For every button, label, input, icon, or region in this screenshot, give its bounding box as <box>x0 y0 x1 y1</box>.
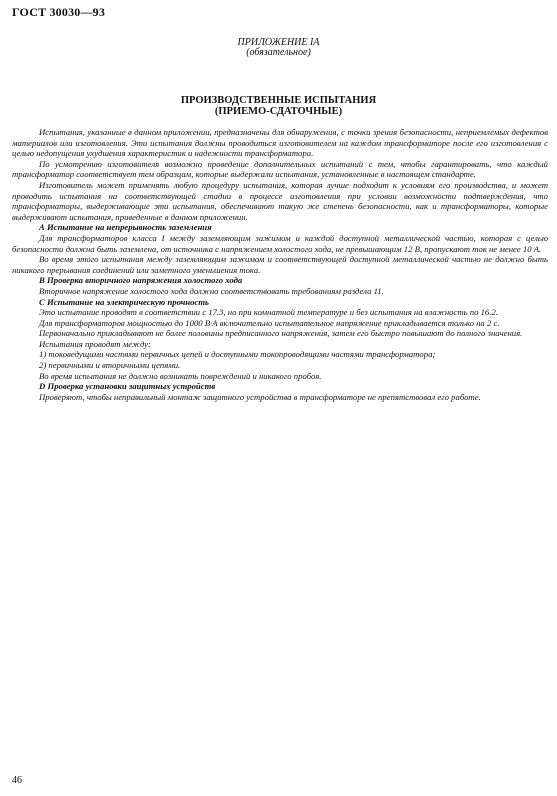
paragraph: Изготовитель может применять любую процедуру испытания, которая лучше подходит к условиям его производства, и может проводить испытания на соответствующей стадии в процессе изготовления при условии возможности подтверждения, что трансформаторы, выдерживающие эти испытания, обеспечивают такую же степень безопасности, как и трансформаторы, которые выдерживают испытания, приведенные в данном приложении. <box>12 179 548 222</box>
page-number: 46 <box>12 775 22 786</box>
paragraph: Проверяют, чтобы неправильный монтаж защитного устройства в трансформаторе не препятствовал его работе. <box>39 391 481 402</box>
section-title-line2: (ПРИЕМО-СДАТОЧНЫЕ) <box>214 106 343 117</box>
paragraph: По усмотрению изготовителя возможно проведение дополнительных испытаний с тем, чтобы гарантировать, что каждый трансформатор соответствует тем образцам, которые выдержали испытания, установленные в настоящем стандарте. <box>12 158 548 180</box>
section-title-line1: ПРОИЗВОДСТВЕННЫЕ ИСПЫТАНИЯ <box>180 95 377 106</box>
paragraph: Испытания, указанные в данном приложении, предназначены для обнаружения, с точки зрения безопасности, неприемлемых дефектов материалов или изготовления. Эти испытания должны проводиться изготовителем на каждом трансформаторе после его изготовления с целью недопущения ухудшения характеристик и надежности трансформатора. <box>12 127 548 159</box>
paragraph: Первоначально прикладывают не более половины предписанного напряжения, затем его быстро повышают до полного значения. <box>39 328 523 339</box>
appendix-label: ПРИЛОЖЕНИЕ IA <box>237 37 320 48</box>
paragraph: Для трансформаторов класса I между заземляющим зажимом и каждой доступной металлической частью, которая с целью безопасности должна быть заземлена, от источника с напряжением холостого хода, не превышающим 12 В, пропускают ток не менее 10 А. <box>12 232 548 254</box>
subsection-heading-b: В Проверка вторичного напряжения холостого хода <box>39 275 243 286</box>
subsection-heading-c: С Испытание на электрическую прочность <box>39 296 210 307</box>
paragraph: Во время этого испытания между заземляющим зажимом и соответствующей доступной металлической частью не должно быть никакого прерывания соединений или заметного уменьшения тока. <box>12 254 548 275</box>
appendix-heading <box>0 38 557 58</box>
appendix-status: (обязательное) <box>246 47 311 58</box>
paragraph: Для трансформаторов мощностью до 1000 В·А включительно испытательное напряжение прикладывается только на 2 с. <box>39 317 500 328</box>
subsection-heading-d: D Проверка установки защитных устройств <box>39 381 216 392</box>
paragraph: Во время испытания не должно возникать повреждений и никакого пробоя. <box>39 370 322 381</box>
standard-header: ГОСТ 30030—93 <box>12 5 106 19</box>
subsection-heading-a: А Испытание на непрерывность заземления <box>39 222 212 233</box>
section-title <box>0 95 557 117</box>
paragraph: Это испытание проводят в соответствии с 17.3, но при комнатной температуре и без испытания на влажность по 16.2. <box>39 307 498 318</box>
paragraph: Испытания проводят между: <box>39 338 151 349</box>
paragraph: Вторичное напряжение холостого хода должно соответствовать требованиям раздела 11. <box>39 285 384 296</box>
document-body <box>12 127 548 402</box>
list-item: 1) токоведущими частями первичных цепей и доступными токопроводящими частями трансформатора; <box>39 349 436 360</box>
list-item: 2) первичными и вторичными цепями. <box>39 360 181 371</box>
